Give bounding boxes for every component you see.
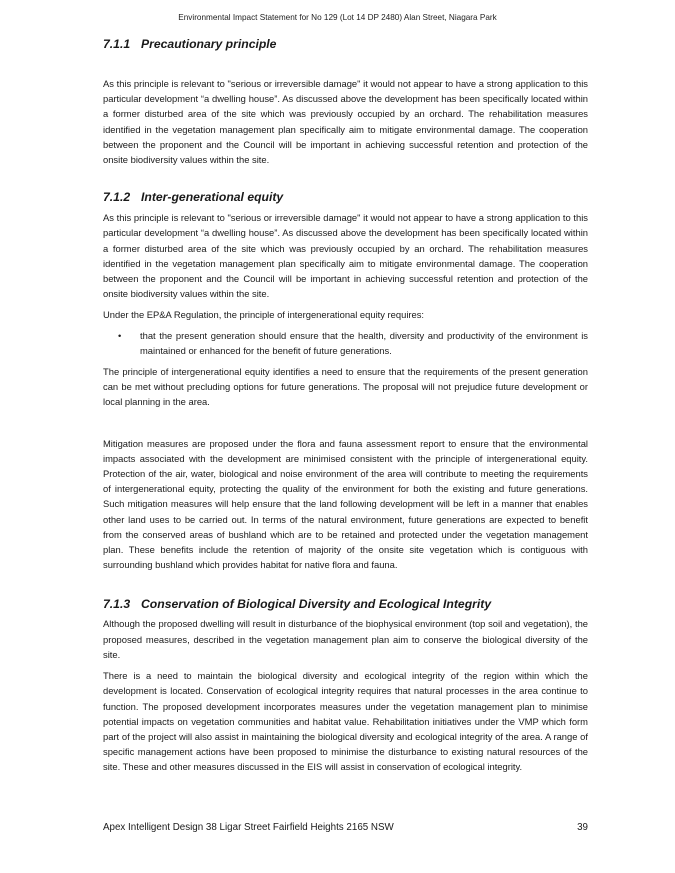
section-number: 7.1.2 (103, 190, 131, 205)
document-body (103, 36, 588, 775)
paragraph: Although the proposed dwelling will result in disturbance of the biophysical environment (top soil and vegetation), the proposed measures, described in the vegetation management plan aim to conserve the biological diversity of the site. (103, 618, 588, 660)
section-number: 7.1.3 (103, 597, 131, 612)
section-heading-7-1-2 (103, 189, 588, 205)
paragraph: Under the EP&A Regulation, the principle of intergenerational equity requires: (103, 309, 425, 321)
section-title: Inter-generational equity (141, 190, 284, 205)
page-number: 39 (577, 822, 588, 833)
paragraph: Mitigation measures are proposed under the flora and fauna assessment report to ensure that the environmental impacts associated with the development are minimised consistent with the principle of intergenerational equity. Protection of the air, water, biological and noise environment of the area will contribute to meeting the requirements of intergenerational equity, protecting the quality of the environment for both the existing and future generations. Such mitigation measures will help ensure that the land following development will be left in a manner that enables other land uses to be carried out. In terms of the natural environment, future generations are expected to benefit from the conserved areas of bushland which are to be retained and protected under the vegetation management plan. These benefits include the retention of majority of the onsite site vegetation which is contiguous with surrounding bushland which provides habitat for native flora and fauna. (103, 437, 588, 571)
section-heading-7-1-3 (103, 596, 588, 612)
list-item (103, 328, 588, 358)
paragraph: There is a need to maintain the biological diversity and ecological integrity of the region within which the development is located. Conservation of ecological integrity requires that natural processes in the area continue to function. The proposed development incorporates measures under the vegetation management plan to minimise potential impacts on vegetation communities and habitat value. Rehabilitation initiatives under the VMP which form part of the project will also assist in maintaining the biological diversity and ecological integrity of the area. A range of specific management actions have been proposed to minimise the disturbance to existing natural resources of the site. These and other measures discussed in the EIS will assist in conservation of ecological integrity. (103, 670, 588, 773)
paragraph: The principle of intergenerational equity identifies a need to ensure that the requirements of the present generation can be met without precluding options for future generations. The proposal will not prejudice future development or local planning in the area. (103, 366, 588, 408)
paragraph: As this principle is relevant to "serious or irreversible damage" it would not appear to have a strong application to this particular development “a dwelling house”. As discussed above the development has been specifically located within a former disturbed area of the site which was previously occupied by an orchard. The rehabilitation measures identified in the vegetation management plan specifically aim to mitigate environmental damage. The cooperation between the proponent and the Council will be important in achieving successful retention and protection of the onsite biodiversity values within the site. (103, 212, 588, 300)
list-item-text: that the present generation should ensure that the health, diversity and productivity of the environment is maintained or enhanced for the benefit of future generations. (140, 329, 588, 356)
paragraph: As this principle is relevant to "serious or irreversible damage" it would not appear to have a strong application to this particular development “a dwelling house”. As discussed above the development has been specifically located within a former disturbed area of the site which was previously occupied by an orchard. The rehabilitation measures identified in the vegetation management plan specifically aim to mitigate environmental damage. The cooperation between the proponent and the Council will be important in achieving successful retention and protection of the onsite biodiversity values within the site. (103, 78, 588, 166)
bullet-list (103, 328, 588, 358)
page-header: Environmental Impact Statement for No 129 (Lot 14 DP 2480) Alan Street, Niagara Park (178, 13, 497, 22)
section-heading-7-1-1 (103, 36, 588, 52)
section-title: Precautionary principle (141, 37, 277, 51)
footer-company: Apex Intelligent Design 38 Ligar Street Fairfield Heights 2165 NSW (103, 822, 394, 833)
section-number: 7.1.1 (103, 37, 131, 51)
section-title: Conservation of Biological Diversity and Ecological Integrity (141, 597, 492, 612)
bullet-marker: • (118, 329, 122, 341)
